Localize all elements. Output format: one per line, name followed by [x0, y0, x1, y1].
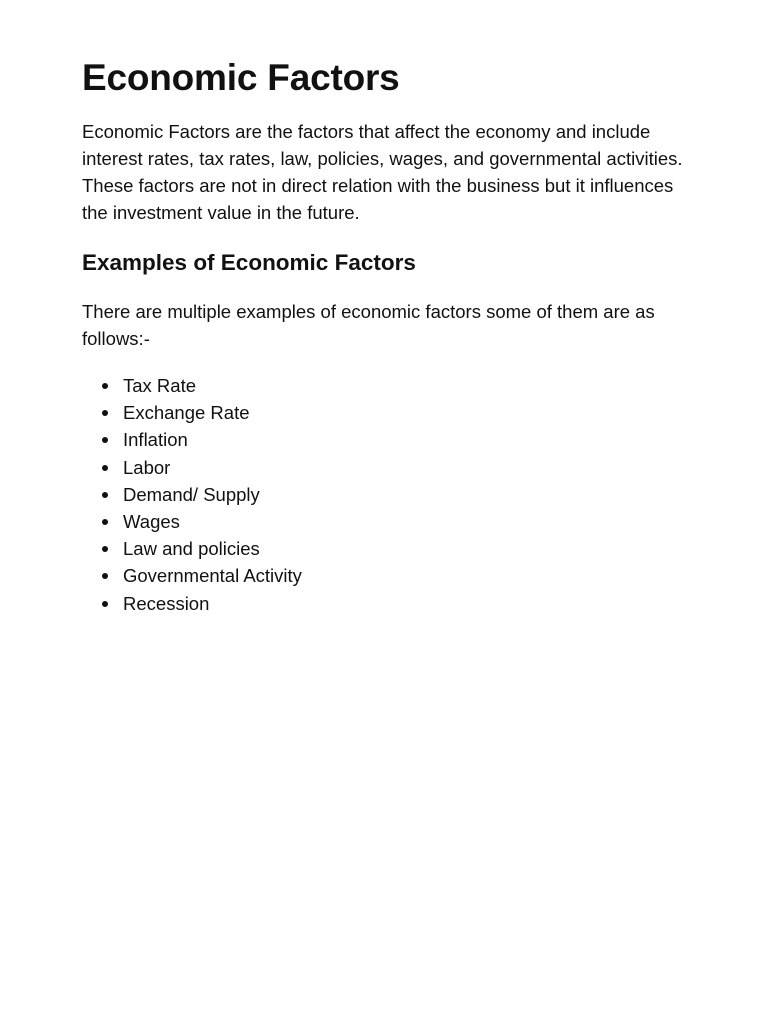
list-item-governmental-activity — [82, 562, 686, 589]
list-item-exchange-rate — [82, 399, 686, 426]
intro-paragraph: Economic Factors are the factors that affect the economy and include interest rates, tax rates, law, policies, wages, and governmental activities. These factors are not in direct relation with the business but it influences the investment value in the future. — [82, 121, 683, 223]
section-lead-paragraph: There are multiple examples of economic factors some of them are as follows:- — [82, 301, 655, 349]
list-item-label: Tax Rate — [123, 375, 197, 396]
list-item-demand-supply — [82, 481, 686, 508]
list-item-label: Labor — [123, 456, 171, 478]
bullet-icon — [102, 383, 108, 389]
list-item-label: Law and policies — [123, 538, 260, 560]
section-heading: Examples of Economic Factors — [82, 250, 416, 275]
list-item-label: Recession — [123, 592, 210, 614]
list-item-label: Wages — [123, 511, 180, 533]
list-item-label: Inflation — [123, 429, 188, 451]
bullet-icon — [102, 437, 108, 443]
list-item-labor — [82, 454, 686, 481]
list-item-wages — [82, 508, 686, 535]
bullet-icon — [102, 410, 108, 416]
list-item-label: Exchange Rate — [123, 402, 250, 424]
list-item-law-and-policies — [82, 535, 686, 562]
bullet-icon — [102, 465, 108, 471]
bullet-icon — [102, 573, 108, 579]
page-title: Economic Factors — [82, 57, 400, 98]
list-item-tax-rate — [82, 372, 686, 399]
list-item-label: Governmental Activity — [123, 565, 302, 587]
bullet-icon — [102, 519, 108, 525]
bullet-icon — [102, 601, 108, 607]
bullet-icon — [102, 492, 108, 498]
list-item-label: Demand/ Supply — [123, 483, 260, 505]
bullet-icon — [102, 546, 108, 552]
examples-list — [82, 372, 686, 617]
list-item-inflation — [82, 426, 686, 453]
list-item-recession — [82, 590, 686, 617]
